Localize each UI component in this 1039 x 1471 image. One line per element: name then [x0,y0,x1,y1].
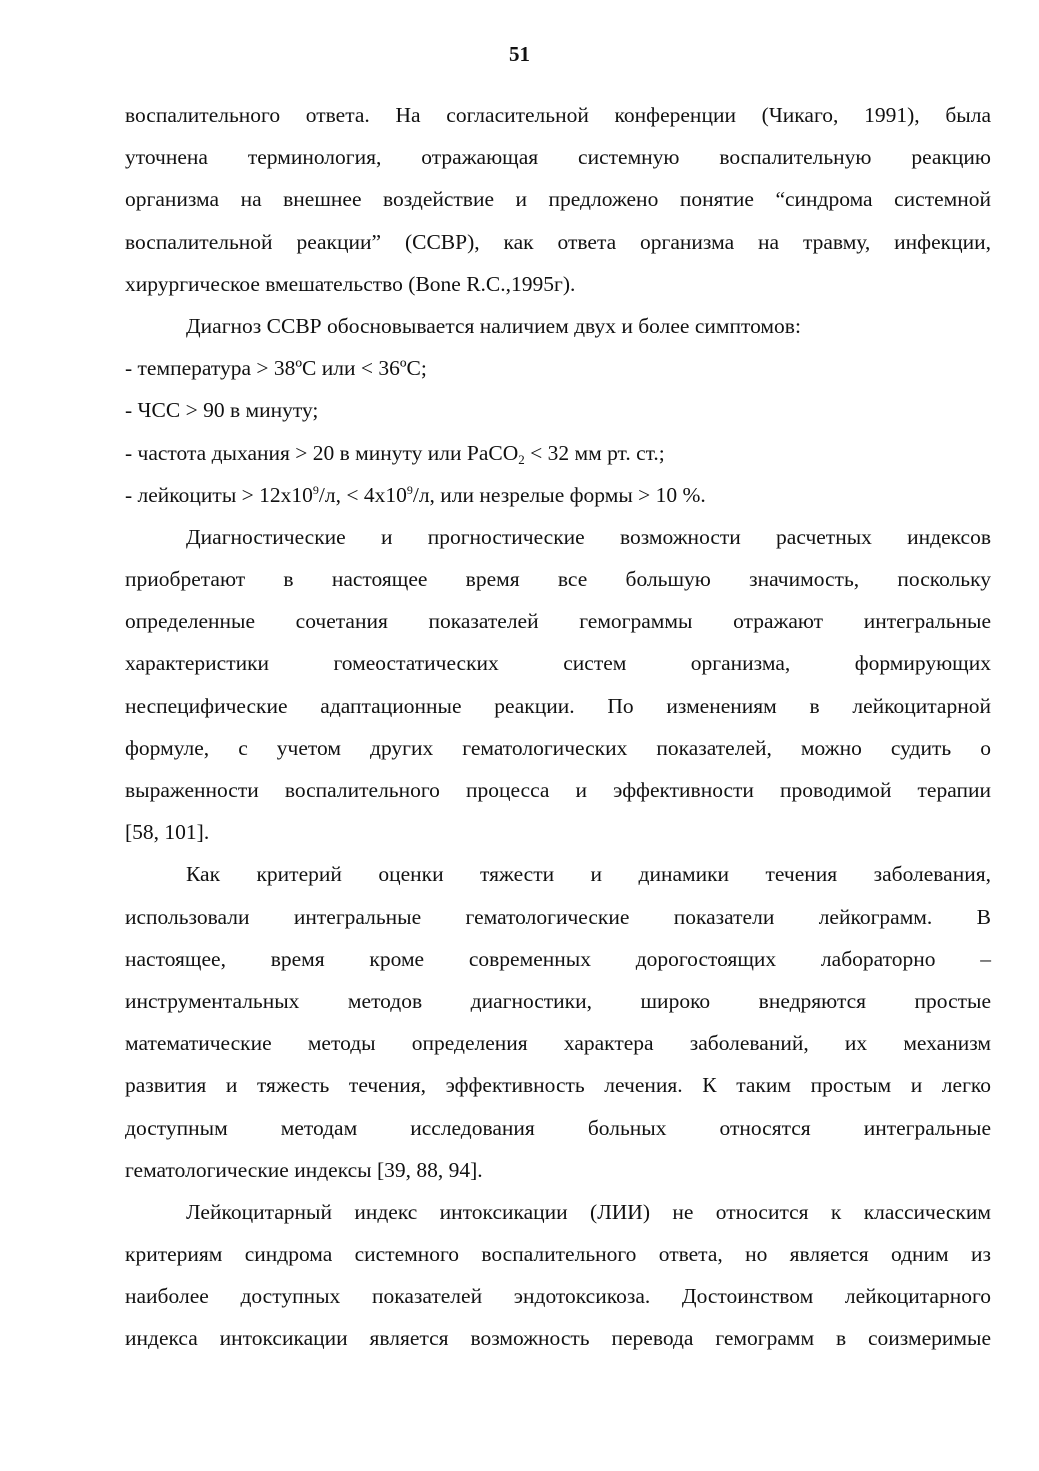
superscript: 9 [406,482,413,497]
text-line: организма на внешнее воздействие и предложено понятие “синдрома системной [125,187,991,212]
subscript: 2 [518,451,525,467]
criteria-item-temperature: - температура > 38ºС или < 36ºС; [125,356,427,381]
paragraph-2 [125,305,991,347]
text-line: воспалительной реакции” (ССВР), как ответа организма на травму, инфекции, [125,229,991,254]
paragraph-1 [125,94,991,305]
criteria-item-respiration [125,432,991,474]
paragraph-5 [125,1191,991,1360]
criteria-item-leukocytes [125,474,991,516]
text-line: воспалительного ответа. На согласительной конференции (Чикаго, 1991), была [125,103,991,127]
text-line: гематологические индексы [39, 88, 94]. [125,1157,483,1182]
text-line: приобретают в настоящее время все большую значимость, поскольку [125,567,991,592]
text-run: /л, или незрелые формы > 10 %. [412,482,706,507]
text-line: критериям синдрома системного воспалительного ответа, но является одним из [125,1242,991,1267]
text-line: формуле, с учетом других гематологических показателей, можно судить о [125,735,991,760]
paragraph-3 [125,516,991,854]
text-line: уточнена терминология, отражающая системную воспалительную реакцию [125,145,991,170]
text-line: настоящее, время кроме современных дорогостоящих лабораторно – [125,946,991,971]
paragraph-4 [125,853,991,1191]
text-line: доступным методам исследования больных относятся интегральные [125,1115,991,1140]
text-line: характеристики гомеостатических систем организма, формирующих [125,651,991,676]
text-line: неспецифические адаптационные реакции. По изменениям в лейкоцитарной [125,693,991,718]
text-line: Лейкоцитарный индекс интоксикации (ЛИИ) не относится к классическим [186,1199,991,1224]
text-line: наиболее доступных показателей эндотоксикоза. Достоинством лейкоцитарного [125,1284,991,1309]
text-line: выраженности воспалительного процесса и эффективности проводимой терапии [125,778,991,802]
text-run: - частота дыхания > 20 в минуту или PaCO [125,440,519,465]
text-line: определенные сочетания показателей гемограммы отражают интегральные [125,609,991,634]
text-run: < 32 мм рт. ст.; [524,440,665,465]
text-run: /л, < 4х10 [318,482,407,507]
text-line: развития и тяжесть течения, эффективность лечения. К таким простым и легко [125,1073,991,1098]
text-line: математические методы определения характера заболеваний, их механизм [125,1031,991,1056]
text-line: инструментальных методов диагностики, широко внедряются простые [125,988,991,1013]
text-line: Как критерий оценки тяжести и динамики течения заболевания, [186,862,991,887]
text-line: Диагностические и прогностические возможности расчетных индексов [186,524,991,549]
criteria-list [125,347,991,516]
page-number: 51 [509,42,530,66]
text-line: хирургическое вмешательство (Bone R.C.,1995г). [125,271,576,296]
criteria-item-heart-rate: - ЧСС > 90 в минуту; [125,398,319,423]
text-line: использовали интегральные гематологические показатели лейкограмм. В [125,904,991,929]
text-line: Диагноз ССВР обосновывается наличием двух и более симптомов: [186,313,801,338]
superscript: 9 [312,482,319,497]
body-text [125,94,991,1360]
text-run: - лейкоциты > 12х10 [125,482,313,507]
text-line: [58, 101]. [125,820,210,845]
text-line: индекса интоксикации является возможность перевода гемограмм в соизмеримые [125,1326,991,1351]
